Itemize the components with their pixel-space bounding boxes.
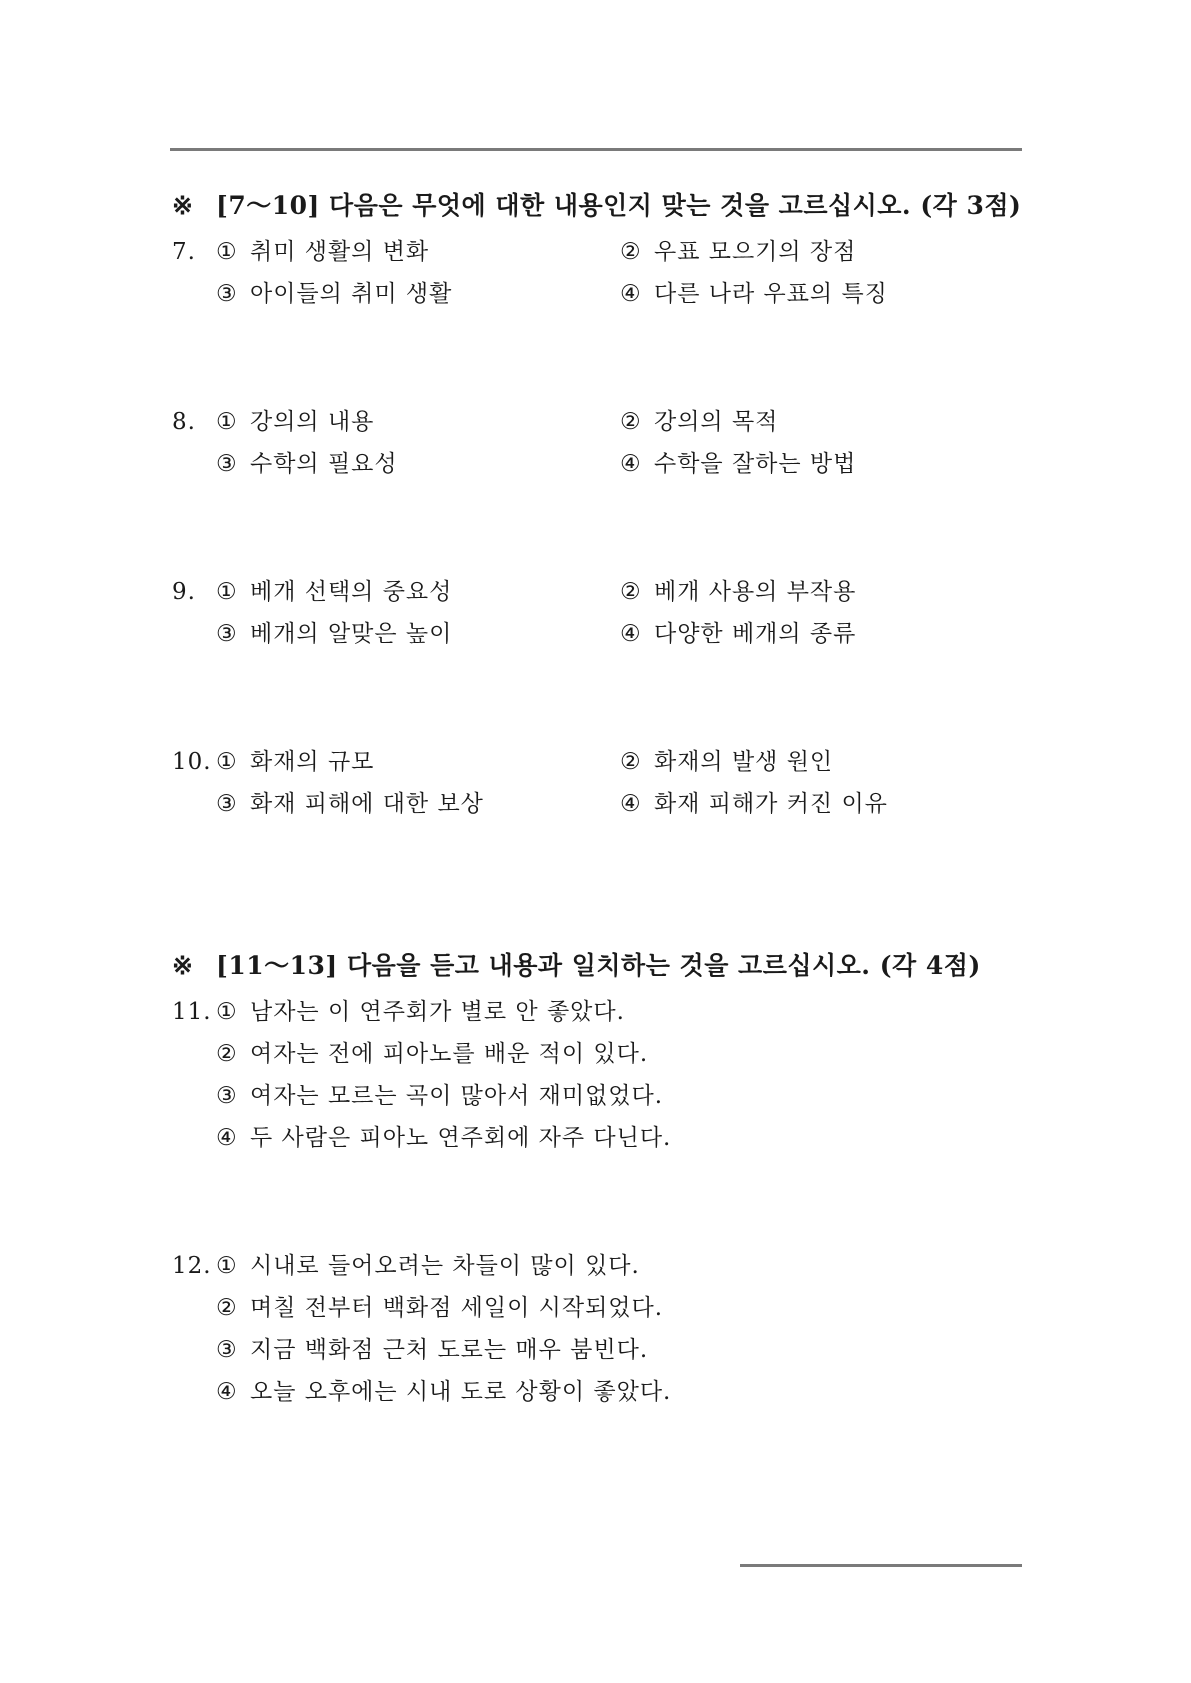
option-marker: ② bbox=[620, 409, 642, 435]
option-text: 시내로 들어오려는 차들이 많이 있다. bbox=[250, 1253, 640, 1279]
option-text: 화재 피해가 커진 이유 bbox=[654, 791, 888, 817]
options bbox=[216, 748, 1022, 818]
option-marker: ③ bbox=[216, 281, 238, 307]
option-text: 우표 모으기의 장점 bbox=[654, 239, 857, 265]
question-number: 7. bbox=[172, 239, 196, 265]
question-number: 8. bbox=[172, 409, 196, 435]
option-text: 다른 나라 우표의 특징 bbox=[654, 281, 888, 307]
section-instruction: [7～10] 다음은 무엇에 대한 내용인지 맞는 것을 고르십시오. (각 3점) bbox=[216, 191, 1022, 220]
options bbox=[216, 1252, 1022, 1406]
option-text: 며칠 전부터 백화점 세일이 시작되었다. bbox=[250, 1295, 664, 1321]
option-2[interactable] bbox=[620, 408, 1022, 436]
option-1[interactable] bbox=[216, 578, 620, 606]
option-marker: ④ bbox=[620, 621, 642, 647]
option-marker: ① bbox=[216, 579, 238, 605]
option-text: 강의의 내용 bbox=[250, 409, 375, 435]
option-text: 여자는 모르는 곡이 많아서 재미없었다. bbox=[250, 1083, 664, 1109]
option-text: 여자는 전에 피아노를 배운 적이 있다. bbox=[250, 1041, 649, 1067]
option-marker: ① bbox=[216, 749, 238, 775]
section-heading-7-10 bbox=[172, 186, 1021, 222]
option-text: 화재의 발생 원인 bbox=[654, 749, 834, 775]
option-marker: ① bbox=[216, 239, 238, 265]
option-marker: ② bbox=[620, 579, 642, 605]
section-heading-11-13 bbox=[172, 946, 981, 982]
option-marker: ③ bbox=[216, 621, 238, 647]
option-3[interactable] bbox=[216, 1336, 1022, 1364]
option-marker: ① bbox=[216, 999, 238, 1025]
question-number: 12. bbox=[172, 1253, 212, 1279]
option-marker: ③ bbox=[216, 1337, 238, 1363]
option-text: 수학의 필요성 bbox=[250, 451, 398, 477]
reference-mark: ※ bbox=[172, 951, 194, 980]
option-text: 지금 백화점 근처 도로는 매우 붐빈다. bbox=[250, 1337, 649, 1363]
option-marker: ④ bbox=[620, 451, 642, 477]
option-text: 다양한 베개의 종류 bbox=[654, 621, 857, 647]
option-text: 취미 생활의 변화 bbox=[250, 239, 430, 265]
option-marker: ① bbox=[216, 409, 238, 435]
option-text: 오늘 오후에는 시내 도로 상황이 좋았다. bbox=[250, 1379, 672, 1405]
option-4[interactable] bbox=[620, 620, 1022, 648]
option-text: 화재의 규모 bbox=[250, 749, 375, 775]
option-marker: ④ bbox=[620, 791, 642, 817]
option-4[interactable] bbox=[216, 1124, 1022, 1152]
option-2[interactable] bbox=[216, 1294, 1022, 1322]
option-marker: ④ bbox=[620, 281, 642, 307]
option-text: 남자는 이 연주회가 별로 안 좋았다. bbox=[250, 999, 625, 1025]
option-2[interactable] bbox=[216, 1040, 1022, 1068]
option-marker: ① bbox=[216, 1253, 238, 1279]
option-1[interactable] bbox=[216, 998, 1022, 1026]
option-marker: ④ bbox=[216, 1379, 238, 1405]
option-text: 베개의 알맞은 높이 bbox=[250, 621, 453, 647]
option-text: 수학을 잘하는 방법 bbox=[654, 451, 857, 477]
option-marker: ④ bbox=[216, 1125, 238, 1151]
option-1[interactable] bbox=[216, 1252, 1022, 1280]
options bbox=[216, 238, 1022, 308]
bottom-divider bbox=[740, 1564, 1022, 1567]
question-number: 11. bbox=[172, 999, 212, 1025]
option-text: 화재 피해에 대한 보상 bbox=[250, 791, 484, 817]
option-text: 아이들의 취미 생활 bbox=[250, 281, 453, 307]
top-divider bbox=[170, 148, 1022, 151]
option-2[interactable] bbox=[620, 748, 1022, 776]
option-2[interactable] bbox=[620, 578, 1022, 606]
option-3[interactable] bbox=[216, 280, 620, 308]
option-text: 베개 사용의 부작용 bbox=[654, 579, 857, 605]
section-instruction: [11～13] 다음을 듣고 내용과 일치하는 것을 고르십시오. (각 4점) bbox=[216, 951, 981, 980]
option-text: 두 사람은 피아노 연주회에 자주 다닌다. bbox=[250, 1125, 672, 1151]
option-marker: ② bbox=[216, 1041, 238, 1067]
options bbox=[216, 998, 1022, 1152]
question-number: 9. bbox=[172, 579, 196, 605]
option-text: 강의의 목적 bbox=[654, 409, 779, 435]
option-marker: ③ bbox=[216, 451, 238, 477]
option-3[interactable] bbox=[216, 620, 620, 648]
option-text: 베개 선택의 중요성 bbox=[250, 579, 453, 605]
option-1[interactable] bbox=[216, 238, 620, 266]
option-4[interactable] bbox=[620, 790, 1022, 818]
option-marker: ② bbox=[216, 1295, 238, 1321]
option-3[interactable] bbox=[216, 790, 620, 818]
option-marker: ③ bbox=[216, 791, 238, 817]
options bbox=[216, 578, 1022, 648]
option-marker: ② bbox=[620, 749, 642, 775]
option-2[interactable] bbox=[620, 238, 1022, 266]
option-marker: ② bbox=[620, 239, 642, 265]
options bbox=[216, 408, 1022, 478]
option-1[interactable] bbox=[216, 748, 620, 776]
option-1[interactable] bbox=[216, 408, 620, 436]
option-4[interactable] bbox=[620, 450, 1022, 478]
option-3[interactable] bbox=[216, 1082, 1022, 1110]
option-3[interactable] bbox=[216, 450, 620, 478]
option-4[interactable] bbox=[620, 280, 1022, 308]
question-number: 10. bbox=[172, 749, 212, 775]
reference-mark: ※ bbox=[172, 191, 194, 220]
option-marker: ③ bbox=[216, 1083, 238, 1109]
option-4[interactable] bbox=[216, 1378, 1022, 1406]
